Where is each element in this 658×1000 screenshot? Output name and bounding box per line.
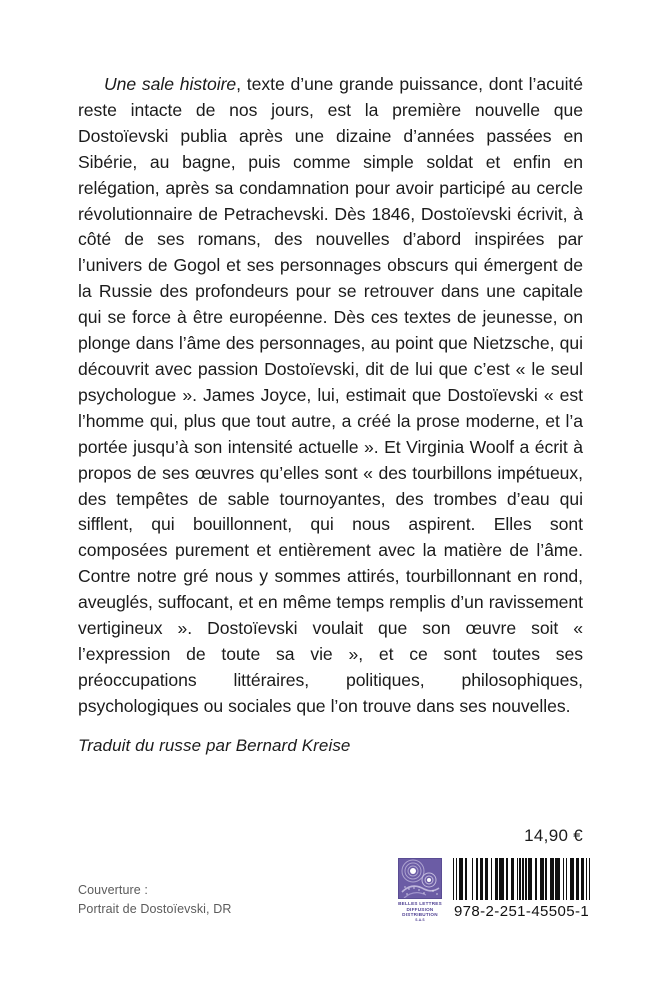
publisher-logo-line1: BELLES LETTRES <box>398 901 442 906</box>
translator-credit: Traduit du russe par Bernard Kreise <box>78 736 351 755</box>
price-label: 14,90 € <box>524 826 583 845</box>
book-title-italic: Une sale histoire <box>104 74 237 94</box>
cover-credit-line1: Couverture : <box>78 883 148 897</box>
belles-lettres-emblem-icon <box>398 858 442 899</box>
publisher-logo-text <box>398 901 442 923</box>
cover-credit-line2: Portrait de Dostoïevski, DR <box>78 902 232 916</box>
publisher-logo-line2: DIFFUSION <box>406 906 434 912</box>
cover-credit <box>78 881 231 919</box>
barcode-bars <box>453 858 590 900</box>
isbn-number: 978-2-251-45505-1 <box>453 903 590 920</box>
publisher-and-barcode-block <box>398 858 590 923</box>
publisher-logo-line3: DISTRIBUTION <box>402 912 438 918</box>
publisher-logo-line4: S.A.S <box>415 917 425 922</box>
isbn-barcode <box>453 858 590 920</box>
publisher-logo <box>398 858 442 923</box>
blurb-body: , texte d’une grande puissance, dont l’acuité reste intacte de nos jours, est la première nouvelle que Dostoïevski publia après une dizaine d’années passées en Sibérie, au bagne, puis comme simple soldat et enfin en relégation, après sa condamnation pour avoir participé au cercle révolutionnaire de Petrachevski. Dès 1846, Dostoïevski écrivit, à côté de ses romans, des nouvelles d’abord inspirées par l’univers de Gogol et ses personnages obscurs qui émergent de la Russie des profondeurs pour se retrouver dans une capitale qui se force à être européenne. Dès ces textes de jeunesse, on plonge dans l’âme des personnages, au point que Nietzsche, qui découvrit avec passion Dostoïevski, dit de lui que c’est « le seul psychologue ». James Joyce, lui, estimait que Dostoïevski « est l’homme qui, plus que tout autre, a créé la prose moderne, et l’a portée jusqu’à son intensité actuelle ». Et Virginia Woolf a écrit à propos de ses œuvres qu’elles sont « des tourbillons impétueux, des tempêtes de sable tournoyantes, des trombes d’eau qui sifflent, qui bouillonnent, qui nous aspirent. Elles sont composées purement et entièrement avec la matière de l’âme. Contre notre gré nous y sommes attirés, tourbillonnant en rond, aveuglés, suffocant, et en même temps remplis d’un ravissement vertigineux ». Dostoïevski voulait que son œuvre soit « l’expression de toute sa vie », et ce sont toutes ses préoccupations littéraires, politiques, philosophiques, psychologiques ou sociales que l’on trouve dans ses nouvelles. <box>78 74 584 716</box>
blurb-text <box>78 72 583 720</box>
